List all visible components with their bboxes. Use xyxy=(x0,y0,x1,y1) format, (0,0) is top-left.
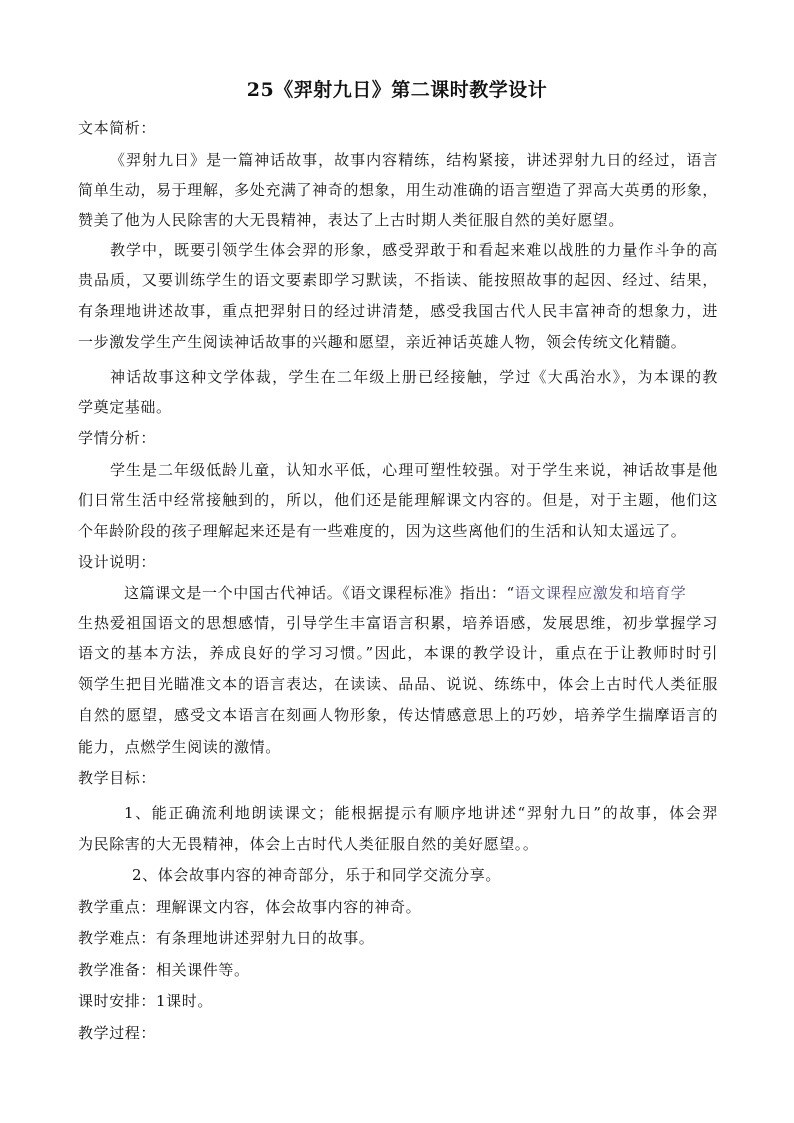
section-heading-text-analysis: 文本简析： xyxy=(78,119,157,137)
design-quote: 语文课程应激发和培育学 xyxy=(514,584,687,602)
paragraph-line: 能力，点燃学生阅读的激情。 xyxy=(78,738,281,756)
paragraph-line: 《羿射九日》是一篇神话故事，故事内容精练，结构紧接，讲述羿射九日的经过，语言 xyxy=(110,151,718,169)
paragraph-line: 自然的愿望，感受文本语言在刻画人物形象，传达情感意思上的巧妙，培养学生揣摩语言的 xyxy=(78,706,718,724)
section-heading-goals: 教学目标： xyxy=(78,769,157,787)
paragraph-line: 贵品质，又要训练学生的语文要素即学习默读，不指读、能按照故事的起因、经过、结果， xyxy=(78,271,718,289)
paragraph-line: 赞美了他为人民除害的大无畏精神，表达了上古时期人类征服自然的美好愿望。 xyxy=(78,211,625,229)
paragraph-line: 学奠定基础。 xyxy=(78,398,172,416)
section-heading-student-analysis: 学情分析： xyxy=(78,429,157,447)
paragraph-line: 们日常生活中经常接触到的，所以，他们还是能理解课文内容的。但是，对于主题，他们这 xyxy=(78,491,718,509)
list-item: 2、体会故事内容的神奇部分，乐于和同学交流分享。 xyxy=(132,866,501,884)
paragraph-line xyxy=(124,583,718,603)
schedule: 课时安排：1课时。 xyxy=(78,992,213,1010)
design-text: 这篇课文是一个中国古代神话。《语文课程标准》指出：“ xyxy=(124,584,515,602)
section-heading-design: 设计说明： xyxy=(78,553,157,571)
paragraph-line: 个年龄阶段的孩子理解起来还是有一些难度的，因为这些离他们的生活和认知太遥远了。 xyxy=(78,522,687,540)
paragraph-line: 有条理地讲述故事，重点把羿射日的经过讲清楚，感受我国古代人民丰富神奇的想象力，进 xyxy=(78,302,718,320)
paragraph-line: 简单生动，易于理解，多处充满了神奇的想象，用生动准确的语言塑造了羿高大英勇的形象， xyxy=(78,181,718,199)
page-title: 25《羿射九日》第二课时教学设计 xyxy=(246,79,548,101)
paragraph-line: 一步激发学生产生阅读神话故事的兴趣和愿望，亲近神话英雄人物，领会传统文化精髓。 xyxy=(78,333,687,351)
paragraph-line: 教学中，既要引领学生体会羿的形象，感受羿敢于和看起来难以战胜的力量作斗争的高 xyxy=(110,241,718,259)
paragraph-line: 生热爱祖国语文的思想感情，引导学生丰富语言积累，培养语感，发展思维，初步掌握学习 xyxy=(78,614,718,632)
key-point: 教学重点：理解课文内容，体会故事内容的神奇。 xyxy=(78,898,422,916)
difficulty: 教学难点：有条理地讲述羿射九日的故事。 xyxy=(78,929,375,947)
paragraph-line: 语文的基本方法，养成良好的学习习惯。”因此，本课的教学设计，重点在于让教师时时引 xyxy=(78,644,718,662)
paragraph-line: 神话故事这种文学体裁，学生在二年级上册已经接触，学过《大禹治水》，为本课的教 xyxy=(110,368,718,386)
list-item: 为民除害的大无畏精神，体会上古时代人类征服自然的美好愿望。。 xyxy=(78,835,539,853)
preparation: 教学准备：相关课件等。 xyxy=(78,961,250,979)
paragraph-line: 领学生把目光瞄准文本的语言表达，在读读、品品、说说、练练中，体会上古时代人类征服 xyxy=(78,675,718,693)
section-heading-process: 教学过程： xyxy=(78,1024,157,1042)
list-item: 1、能正确流利地朗读课文；能根据提示有顺序地讲述“羿射九日”的故事，体会羿 xyxy=(124,804,718,822)
paragraph-line: 学生是二年级低龄儿童，认知水平低，心理可塑性较强。对于学生来说，神话故事是他 xyxy=(110,461,718,479)
